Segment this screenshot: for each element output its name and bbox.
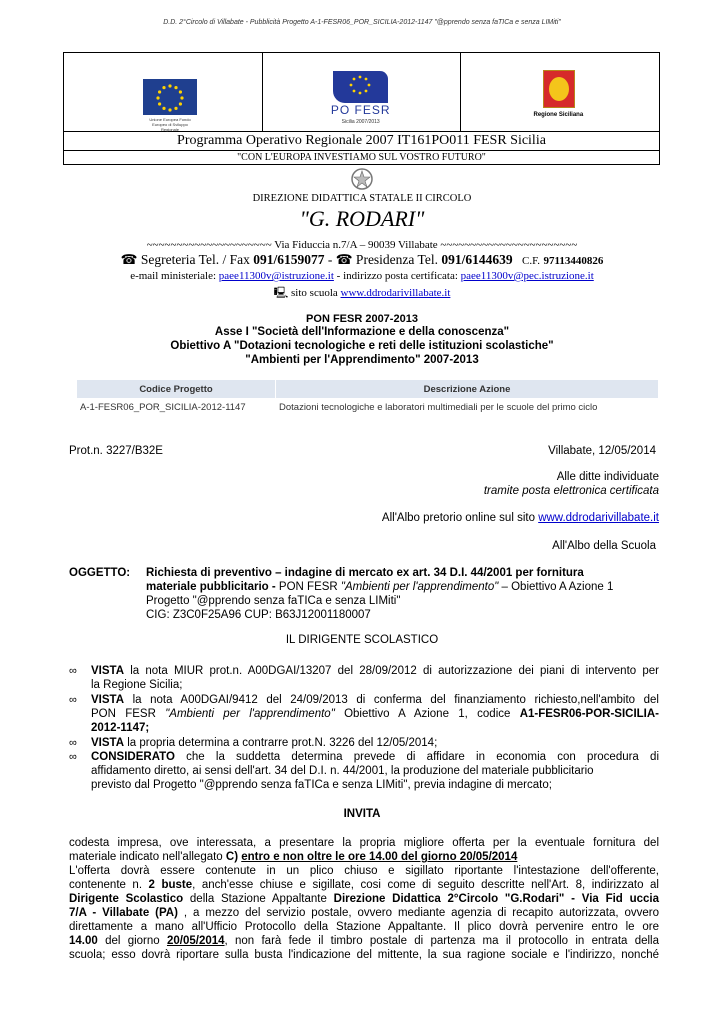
email-label: e-mail ministeriale: — [130, 270, 217, 282]
presidenza-phone: 091/6144639 — [441, 252, 513, 267]
oggetto-line-2-bold: materiale pubblicitario - — [146, 581, 276, 593]
vista-2-bold: VISTA — [91, 694, 125, 706]
protocol-number: Prot.n. 3227/B32E — [69, 445, 163, 457]
bullet-icon: ∞ — [69, 694, 77, 706]
fesr-logo-sub: Sicilia 2007/2013 — [341, 119, 380, 125]
segreteria-label: ☎ Segreteria Tel. / Fax — [120, 252, 250, 267]
vista-2-b1: PON FESR — [91, 708, 166, 720]
table-header-descrizione: Descrizione Azione — [276, 380, 659, 399]
oggetto-line-2-a: PON FESR — [275, 581, 341, 593]
body-line-5-a: della Stazione Appaltante — [183, 893, 334, 905]
fesr-flag-icon — [333, 71, 388, 103]
considerato-line-2: affidamento diretto, ai sensi dell'art. 34 del D.I. n. 44/2001, la produzione del materiale pubblicitario — [91, 765, 594, 777]
project-codes-table — [76, 379, 659, 417]
program-title: Programma Operativo Regionale 2007 IT161PO011 FESR Sicilia — [64, 132, 659, 151]
oggetto-line-3: Progetto "@pprendo senza faTICa e senza LIMiti" — [146, 595, 401, 607]
eu-logo-cell — [64, 53, 263, 131]
body-line-2-bold: C) — [225, 851, 239, 863]
oggetto-label: OGGETTO: — [69, 567, 131, 579]
vista-3-text: la propria determina a contrarre prot.N. 3226 del 12/05/2014; — [124, 737, 438, 749]
vista-2-line-3: 2012-1147; — [91, 722, 150, 734]
fesr-logo-text: PO FESR — [330, 103, 391, 117]
vista-2-line-2 — [91, 707, 659, 721]
oggetto-line-1: Richiesta di preventivo – indagine di mercato ex art. 34 D.I. 44/2001 per fornitura — [146, 567, 584, 579]
considerato-line-1 — [91, 750, 659, 764]
deadline-text: entro e non oltre le ore 14.00 del giorno 20/05/2014 — [241, 851, 518, 863]
body-line-9: scuola; esso dovrà riportare sulla busta l'indicazione del mittente, la sua ragione sociale e l'indirizzo, nonché — [69, 949, 659, 961]
body-line-6-a: , a mezzo del servizio postale, ovvero mediante agenzia di recapito autorizzata, ovvero — [177, 907, 659, 919]
logo-banner — [63, 52, 660, 132]
action-description-cell: Dotazioni tecnologiche e laboratori multimediali per le scuole del primo ciclo — [276, 399, 659, 417]
oggetto-line-2-italic: "Ambienti per l'apprendimento" — [340, 581, 499, 593]
table-header-row — [77, 380, 659, 399]
oggetto-line-2 — [146, 580, 613, 594]
invita-heading: INVITA — [343, 808, 381, 820]
body-line-8-a: del giorno — [97, 935, 167, 947]
table-header-codice: Codice Progetto — [77, 380, 276, 399]
considerato-line-3: previsto dal Progetto "@pprendo senza faTICa e senza LIMiti", previa indagine di mercato; — [91, 779, 552, 791]
body-line-1: codesta impresa, ove interessata, a presentare la propria migliore offerta per la eventuale fornitura del — [69, 837, 659, 849]
table-row — [77, 399, 659, 417]
vista-3-bold: VISTA — [91, 737, 125, 749]
body-line-4-bold: 2 buste — [148, 879, 193, 891]
vista-2-code: A1-FESR06-POR-SICILIA- — [519, 708, 659, 720]
body-line-8-bold: 14.00 — [69, 935, 98, 947]
program-motto: "CON L'EUROPA INVESTIAMO SUL VOSTRO FUTURO" — [237, 152, 486, 163]
site-label: 🖳 sito scuola — [273, 287, 338, 299]
vista-2-b2: Obiettivo A Azione 1, codice — [334, 708, 520, 720]
cf-label: C.F. — [521, 255, 541, 267]
considerato-bold: CONSIDERATO — [91, 751, 175, 763]
body-line-2-text: materiale indicato nell'allegato — [69, 851, 226, 863]
email-link[interactable]: paee11300v@istruzione.it — [218, 270, 334, 282]
pec-link[interactable]: paee11300v@pec.istruzione.it — [460, 270, 594, 282]
body-line-4-b: , anch'esse chiuse e sigillate, cosi come di seguito descritte nell'Art. 8, indirizzato al — [192, 879, 659, 891]
body-line-4-a: contenente n. — [69, 879, 149, 891]
presidenza-label: - ☎ Presidenza Tel. — [327, 252, 438, 267]
oggetto-line-4: CIG: Z3C0F25A96 CUP: B63J12001180007 — [146, 609, 371, 621]
albo-scuola-line: All'Albo della Scuola — [552, 540, 656, 552]
body-line-5 — [69, 892, 659, 906]
vista-1-line-2: la Regione Sicilia; — [91, 679, 183, 691]
site-link[interactable]: www.ddrodarivillabate.it — [340, 287, 451, 299]
pon-line-4: "Ambienti per l'Apprendimento" 2007-2013 — [245, 354, 479, 366]
running-header: D.D. 2°Circolo di Villabate - Pubblicità Progetto A-1-FESR06_POR_SICILIA-2012-1147 "@pprendo senza faTICa e senza LIMiti" — [163, 19, 561, 26]
pon-line-3: Obiettivo A "Dotazioni tecnologiche e reti delle istituzioni scolastiche" — [170, 340, 554, 352]
body-line-8-date: 20/05/2014 — [166, 935, 225, 947]
bullet-icon: ∞ — [69, 737, 77, 749]
vista-2-italic: "Ambienti per l'apprendimento" — [165, 708, 335, 720]
school-name: "G. RODARI" — [299, 206, 425, 231]
email-line — [0, 270, 724, 282]
body-line-5-bold-2: Direzione Didattica 2°Circolo "G.Rodari" - Via Fid uccia — [333, 893, 659, 905]
vista-2-text: la nota A00DGAI/9412 del 24/09/2013 di conferma del finanziamento richiesto,nell'ambito del — [124, 694, 659, 706]
pec-label: - indirizzo posta certificata: — [336, 270, 458, 282]
bullet-icon: ∞ — [69, 665, 77, 677]
body-line-3: L'offerta dovrà essere contenute in un plico chiuso e sigillato riportante l'intestazione dell'offerente, — [69, 865, 659, 877]
site-line — [0, 284, 724, 303]
recipient-line-1: Alle ditte individuate — [556, 471, 659, 483]
body-line-8-b: , non farà fede il timbro postale di partenza ma il protocollo in entrata della — [224, 935, 659, 947]
body-line-8 — [69, 934, 659, 948]
region-logo-cell — [461, 53, 659, 131]
bullet-icon: ∞ — [69, 751, 77, 763]
oggetto-line-2-b: – Obiettivo A Azione 1 — [498, 581, 614, 593]
body-line-6-bold: 7/A - Villabate (PA) — [69, 907, 178, 919]
pon-line-1: PON FESR 2007-2013 — [306, 313, 418, 325]
region-coat-of-arms-icon — [543, 70, 575, 108]
body-line-2 — [69, 850, 517, 864]
vista-1-text: la nota MIUR prot.n. A00DGAI/13207 del 28/09/2012 di autorizzazione dei piani di intervento per — [124, 665, 659, 677]
phone-line — [0, 252, 724, 268]
vista-2-line-1 — [91, 693, 659, 707]
body-line-5-bold-1: Dirigente Scolastico — [69, 893, 184, 905]
pon-line-2: Asse I "Società dell'Informazione e della conoscenza" — [214, 326, 510, 338]
fesr-logo-cell — [263, 53, 462, 131]
segreteria-phone: 091/6159077 — [253, 252, 325, 267]
body-line-7: direttamente a mano all'Ufficio Protocollo della Stazione Appaltante. Il plico dovrà pervenire entro le ore — [69, 921, 659, 933]
vista-1-line-1 — [91, 664, 659, 678]
albo-online-label: All'Albo pretorio online sul sito — [381, 512, 535, 524]
eu-caption: Unione Europea Fondo Europeo di Sviluppo Regionale — [149, 117, 191, 132]
body-line-4 — [69, 878, 659, 892]
dirigente-heading: IL DIRIGENTE SCOLASTICO — [285, 634, 439, 646]
vista-3-line — [91, 736, 437, 750]
considerato-text: che la suddetta determina prevede di affidare in economia con procedura di — [174, 751, 659, 763]
albo-online-link[interactable]: www.ddrodarivillabate.it — [538, 512, 659, 524]
cf-value: 97113440826 — [543, 255, 604, 267]
program-box — [63, 132, 660, 165]
school-address: ~~~~~~~~~~~~~~~~~~~~~ Via Fiduccia n.7/A – 90039 Villabate ~~~~~~~~~~~~~~~~~~~~~~~ — [146, 239, 578, 251]
region-caption: Regione Siciliana — [533, 112, 584, 118]
eu-flag-icon — [143, 79, 197, 115]
albo-online-line — [300, 511, 659, 525]
place-date: Villabate, 12/05/2014 — [548, 445, 656, 457]
vista-1-bold: VISTA — [91, 665, 125, 677]
recipient-line-2: tramite posta elettronica certificata — [483, 485, 659, 497]
republic-emblem-icon — [350, 167, 374, 191]
project-code-cell: A-1-FESR06_POR_SICILIA-2012-1147 — [77, 399, 276, 417]
body-line-6 — [69, 906, 659, 920]
direzione-heading: DIREZIONE DIDATTICA STATALE II CIRCOLO — [252, 193, 472, 204]
